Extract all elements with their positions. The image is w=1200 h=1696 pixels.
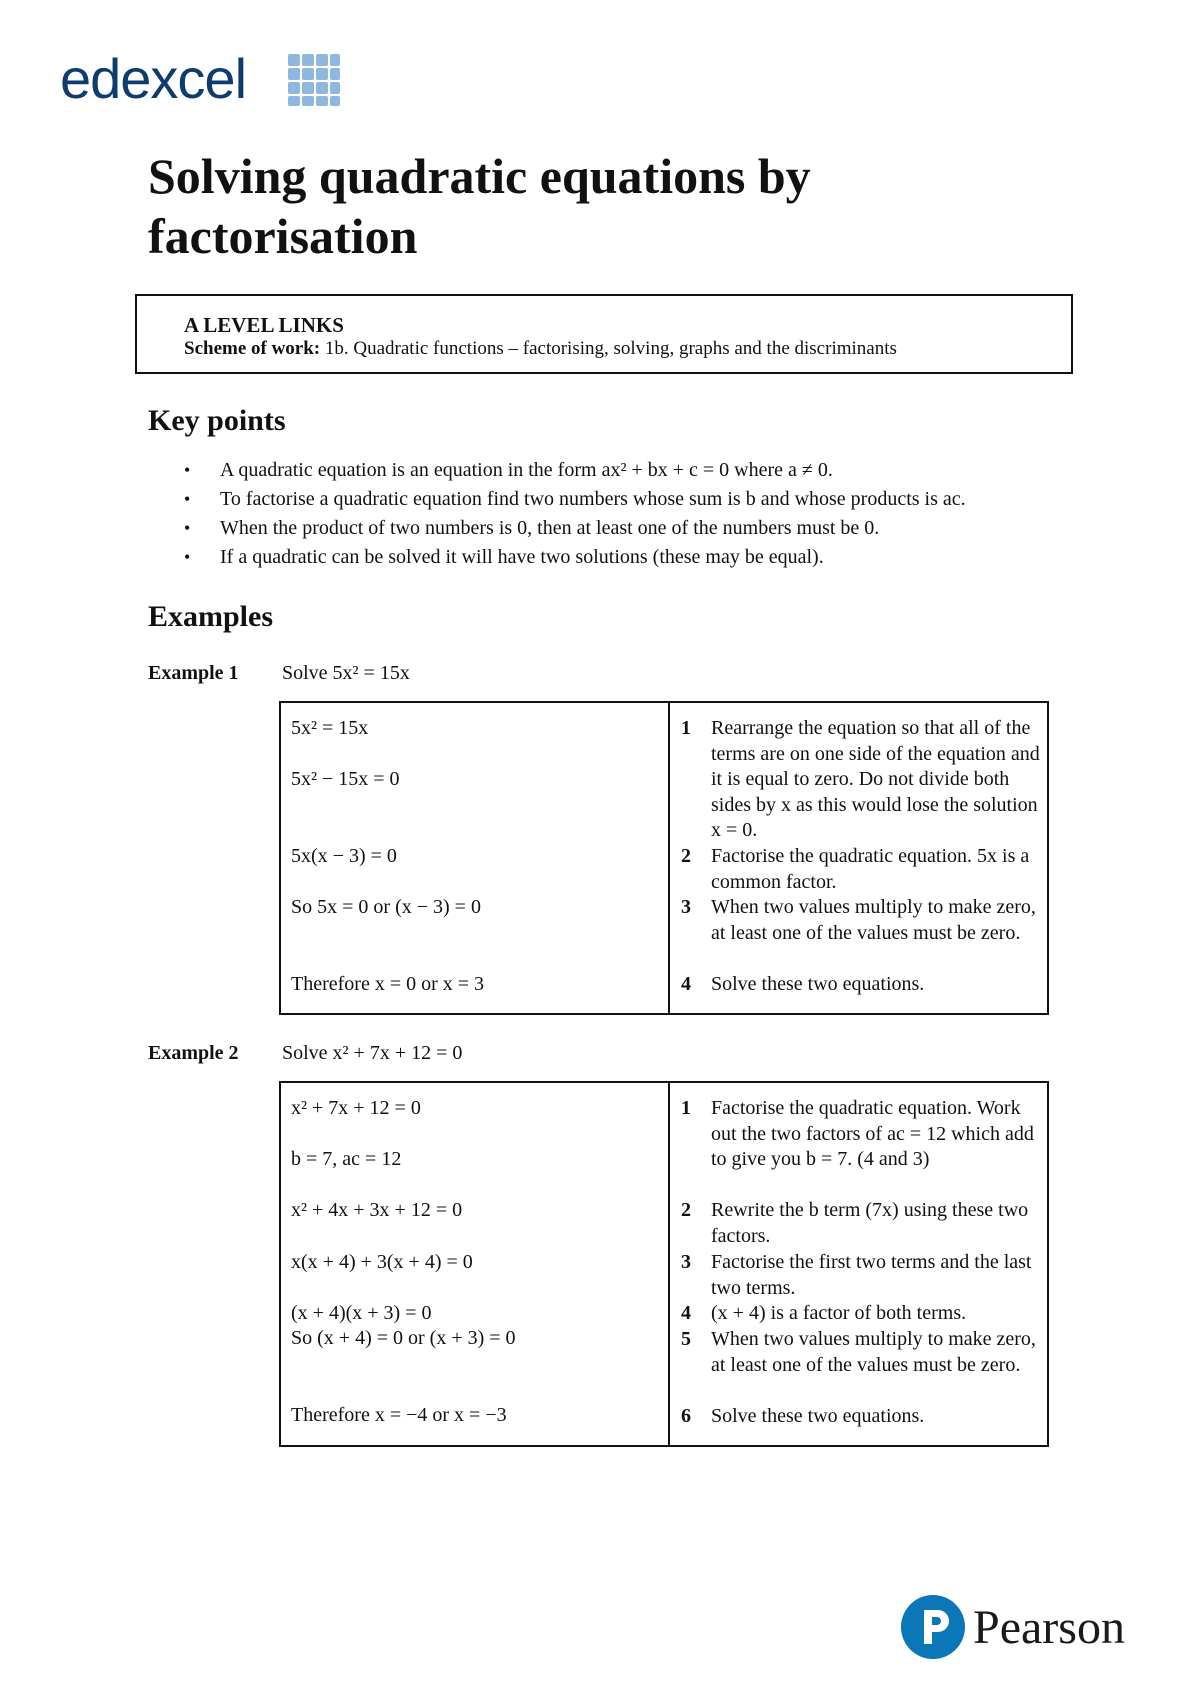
step-number: 4 <box>681 973 691 995</box>
step-text: Solve these two equations. <box>711 1405 925 1427</box>
working-line: x² + 7x + 12 = 0 <box>291 1097 421 1119</box>
working-line: 5x² = 15x <box>291 717 369 739</box>
working-line: So (x + 4) = 0 or (x + 3) = 0 <box>291 1327 516 1349</box>
step-number: 2 <box>681 1199 691 1221</box>
scheme-of-work-line <box>184 338 897 360</box>
step-number: 4 <box>681 1302 691 1324</box>
table-divider <box>668 1083 670 1445</box>
step-number: 5 <box>681 1328 691 1350</box>
step <box>681 1198 1041 1249</box>
example-2-table <box>279 1081 1049 1447</box>
step-text: Factorise the quadratic equation. 5x is a common factor. <box>711 845 1030 893</box>
step-text: Rearrange the equation so that all of the terms are on one side of the equation and it is equal to zero. Do not divide both sides by x as this would lose the solution x = 0. <box>711 717 1040 841</box>
page-title: Solving quadratic equations by factorisation <box>148 148 811 264</box>
step <box>681 1301 1041 1327</box>
example-1-question: Solve 5x² = 15x <box>282 662 410 684</box>
working-line: x² + 4x + 3x + 12 = 0 <box>291 1199 463 1221</box>
scheme-text: 1b. Quadratic functions – factorising, solving, graphs and the discriminants <box>324 338 897 359</box>
pearson-p-icon <box>900 1594 966 1660</box>
working-line: 5x² − 15x = 0 <box>291 768 400 790</box>
table-divider <box>668 703 670 1013</box>
step-number: 6 <box>681 1405 691 1427</box>
example-1-label: Example 1 <box>148 662 239 684</box>
key-point-item: • When the product of two numbers is 0, then at least one of the numbers must be 0. <box>180 514 1080 543</box>
step <box>681 1096 1041 1173</box>
step <box>681 895 1041 946</box>
pearson-logo-text: Pearson <box>973 1601 1125 1654</box>
a-level-links-box <box>135 294 1073 374</box>
working-line: Therefore x = 0 or x = 3 <box>291 973 485 995</box>
examples-heading: Examples <box>148 600 274 633</box>
step-text: (x + 4) is a factor of both terms. <box>711 1302 967 1324</box>
key-point-item: • If a quadratic can be solved it will have two solutions (these may be equal). <box>180 543 1080 572</box>
key-point-item: • A quadratic equation is an equation in the form ax² + bx + c = 0 where a ≠ 0. <box>180 456 1080 485</box>
key-point-item: • To factorise a quadratic equation find two numbers whose sum is b and whose products is ac. <box>180 485 1080 514</box>
working-line: x(x + 4) + 3(x + 4) = 0 <box>291 1251 473 1273</box>
step-text: Factorise the quadratic equation. Work out the two factors of ac = 12 which add to give you b = 7. (4 and 3) <box>711 1097 1034 1170</box>
key-points-heading: Key points <box>148 404 286 437</box>
step-number: 3 <box>681 896 691 918</box>
step-number: 3 <box>681 1251 691 1273</box>
example-2-question: Solve x² + 7x + 12 = 0 <box>282 1042 463 1064</box>
step-number: 2 <box>681 845 691 867</box>
step <box>681 844 1041 895</box>
links-heading: A LEVEL LINKS <box>184 313 344 337</box>
working-line: (x + 4)(x + 3) = 0 <box>291 1302 432 1324</box>
example-2-label: Example 2 <box>148 1042 239 1064</box>
step <box>681 972 1041 998</box>
step-text: Factorise the first two terms and the last two terms. <box>711 1251 1032 1299</box>
step <box>681 716 1041 844</box>
step-text: When two values multiply to make zero, at least one of the values must be zero. <box>711 1328 1036 1376</box>
step <box>681 1250 1041 1301</box>
step-number: 1 <box>681 1097 691 1119</box>
example-1-table <box>279 701 1049 1015</box>
edexcel-dot-grid-icon <box>288 54 340 106</box>
step-text: Solve these two equations. <box>711 973 925 995</box>
step-text: Rewrite the b term (7x) using these two factors. <box>711 1199 1029 1247</box>
key-points-list <box>180 456 1080 572</box>
working-line: So 5x = 0 or (x − 3) = 0 <box>291 896 481 918</box>
step-number: 1 <box>681 717 691 739</box>
working-line: Therefore x = −4 or x = −3 <box>291 1404 507 1426</box>
scheme-label: Scheme of work: <box>184 338 321 359</box>
step-text: When two values multiply to make zero, at least one of the values must be zero. <box>711 896 1036 944</box>
edexcel-logo-text: edexcel <box>60 47 247 110</box>
working-line: b = 7, ac = 12 <box>291 1148 402 1170</box>
working-line: 5x(x − 3) = 0 <box>291 845 397 867</box>
step <box>681 1327 1041 1378</box>
step <box>681 1404 1041 1430</box>
